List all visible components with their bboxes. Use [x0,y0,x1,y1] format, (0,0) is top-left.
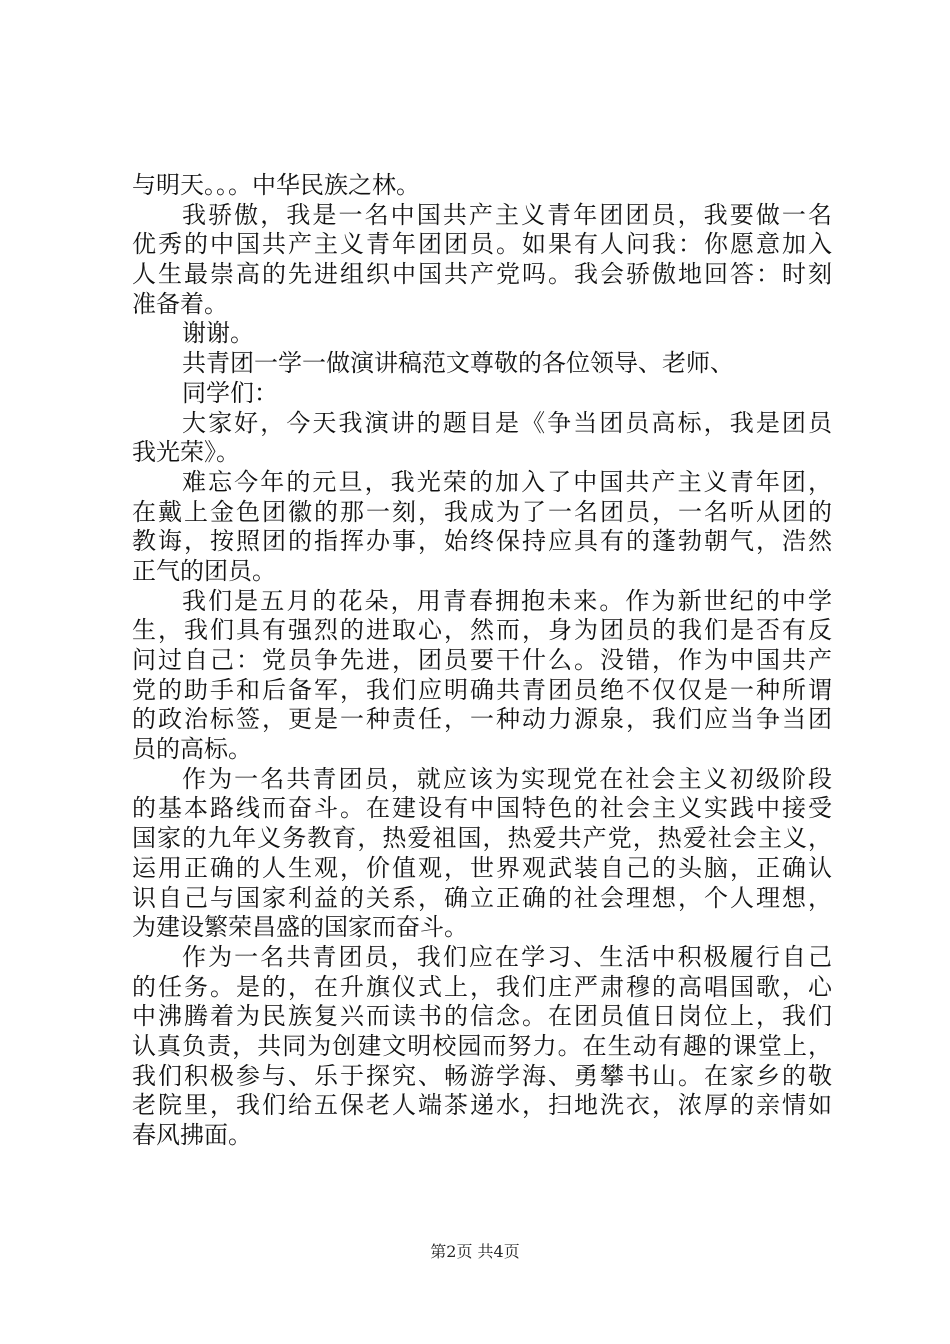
text-line: 生，我们具有强烈的进取心，然而，身为团员的我们是否有反 [132,616,832,645]
text-line: 国家的九年义务教育，热爱祖国，热爱共产党，热爱社会主义， [132,824,832,853]
text-line: 的基本路线而奋斗。在建设有中国特色的社会主义实践中接受 [132,794,832,823]
text-line: 共青团一学一做演讲稿范文尊敬的各位领导、老师、 [182,349,734,378]
text-line: 正气的团员。 [132,556,276,585]
text-line: 难忘今年的元旦，我光荣的加入了中国共产主义青年团， [182,467,832,496]
text-line: 我光荣》。 [132,438,240,467]
text-line: 问过自己：党员争先进，团员要干什么。没错，作为中国共产 [132,646,832,674]
text-line: 作为一名共青团员，就应该为实现党在社会主义初级阶段 [182,764,832,793]
text-line: 我骄傲，我是一名中国共产主义青年团团员，我要做一名 [182,200,832,229]
text-line: 在戴上金色团徽的那一刻，我成为了一名团员，一名听从团的 [132,497,832,526]
text-line: 的任务。是的，在升旗仪式上，我们庄严肃穆的高唱国歌，心 [132,972,832,1001]
text-line: 优秀的中国共产主义青年团团员。如果有人问我：你愿意加入 [132,230,832,259]
text-line: 的政治标签，更是一种责任，一种动力源泉，我们应当争当团 [132,705,832,734]
text-line: 作为一名共青团员，我们应在学习、生活中积极履行自己 [182,942,832,971]
text-line: 员的高标。 [132,735,252,764]
text-line: 识自己与国家利益的关系，确立正确的社会理想，个人理想， [132,883,832,912]
text-line: 大家好，今天我演讲的题目是《争当团员高标，我是团员 [182,408,832,437]
text-line: 我们是五月的花朵，用青春拥抱未来。作为新世纪的中学 [182,586,832,615]
text-line: 准备着。 [132,289,228,318]
text-line: 认真负责，共同为创建文明校园而努力。在生动有趣的课堂上， [132,1031,832,1060]
document-body [132,171,832,1151]
text-line: 同学们： [182,378,278,407]
text-line: 为建设繁荣昌盛的国家而奋斗。 [132,913,468,942]
text-line: 我们积极参与、乐于探究、畅游学海、勇攀书山。在家乡的敬 [132,1061,832,1090]
text-line: 与明天。。。中华民族之林。 [132,171,420,199]
text-line: 党的助手和后备军，我们应明确共青团员绝不仅仅是一种所谓 [132,675,832,704]
text-line: 谢谢。 [182,319,254,348]
text-line: 教诲，按照团的指挥办事，始终保持应具有的蓬勃朝气，浩然 [132,527,832,556]
text-line: 人生最崇高的先进组织中国共产党吗。我会骄傲地回答：时刻 [132,260,832,289]
text-line: 老院里，我们给五保老人端茶递水，扫地洗衣，浓厚的亲情如 [132,1091,832,1120]
text-line: 运用正确的人生观，价值观，世界观武装自己的头脑，正确认 [132,853,832,882]
text-line: 春风拂面。 [132,1121,252,1149]
text-line: 中沸腾着为民族复兴而读书的信念。在团员值日岗位上，我们 [132,1002,832,1031]
page-footer: 第2页 共4页 [430,1242,520,1261]
